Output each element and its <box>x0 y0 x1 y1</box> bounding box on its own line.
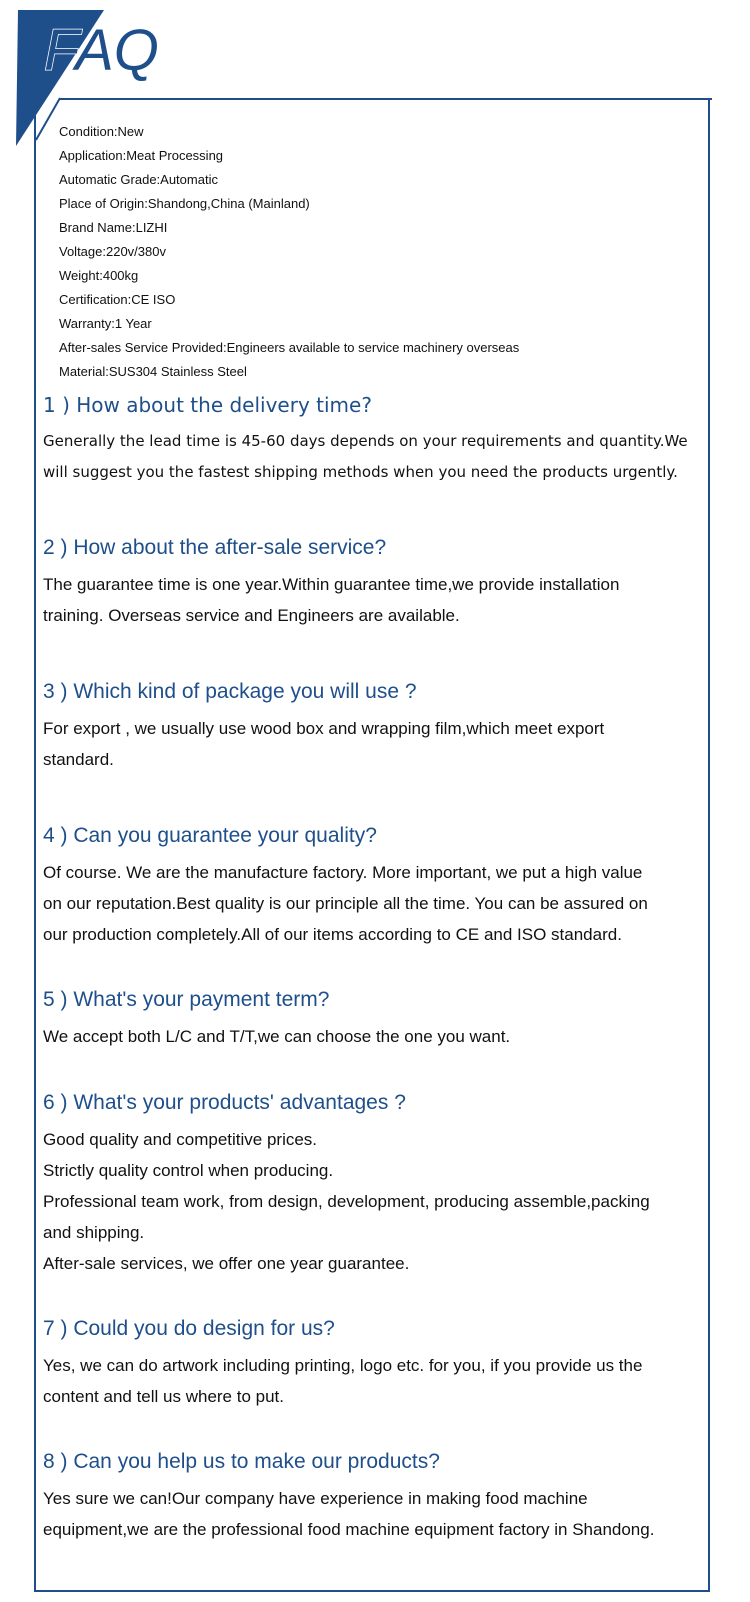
faq-answer <box>43 426 715 488</box>
faq-title: FAQ <box>44 18 159 83</box>
faq-item-7 <box>43 1314 715 1412</box>
answer-line: Professional team work, from design, development, producing assemble,packing <box>43 1192 650 1211</box>
faq-question: 6 ) What's your products' advantages ? <box>43 1091 406 1114</box>
faq-question: 5 ) What's your payment term? <box>43 988 330 1011</box>
spec-item: Automatic Grade:Automatic <box>59 172 218 187</box>
faq-item-4 <box>43 821 715 950</box>
spec-item: Certification:CE ISO <box>59 292 176 307</box>
spec-item: Condition:New <box>59 124 144 139</box>
answer-line: The guarantee time is one year.Within guarantee time,we provide installation <box>43 575 620 594</box>
faq-answer <box>43 569 715 631</box>
spec-list <box>59 120 709 384</box>
answer-line: content and tell us where to put. <box>43 1387 284 1406</box>
answer-line: on our reputation.Best quality is our principle all the time. You can be assured on <box>43 894 648 913</box>
faq-answer <box>43 1021 715 1052</box>
answer-line: For export , we usually use wood box and wrapping film,which meet export <box>43 719 605 738</box>
answer-line: standard. <box>43 750 114 769</box>
spec-item: After-sales Service Provided:Engineers available to service machinery overseas <box>59 340 520 355</box>
spec-item: Warranty:1 Year <box>59 316 152 331</box>
faq-answer <box>43 1483 715 1545</box>
answer-line: training. Overseas service and Engineers are available. <box>43 606 460 625</box>
faq-item-1 <box>43 390 715 488</box>
answer-line: and shipping. <box>43 1223 145 1242</box>
spec-item: Material:SUS304 Stainless Steel <box>59 364 247 379</box>
answer-line: equipment,we are the professional food machine equipment factory in Shandong. <box>43 1520 655 1539</box>
answer-line: After-sale services, we offer one year guarantee. <box>43 1254 410 1273</box>
faq-question: 1 ) How about the delivery time? <box>43 393 372 417</box>
faq-item-2 <box>43 533 715 631</box>
answer-line: We accept both L/C and T/T,we can choose the one you want. <box>43 1027 511 1046</box>
answer-line: Of course. We are the manufacture factory. More important, we put a high value <box>43 863 643 882</box>
faq-answer <box>43 1124 715 1279</box>
faq-question: 3 ) Which kind of package you will use ? <box>43 680 417 703</box>
spec-item: Application:Meat Processing <box>59 148 224 163</box>
faq-question: 4 ) Can you guarantee your quality? <box>43 824 377 847</box>
faq-item-8 <box>43 1447 715 1545</box>
spec-item: Voltage:220v/380v <box>59 244 166 259</box>
spec-item: Place of Origin:Shandong,China (Mainland) <box>59 196 310 211</box>
faq-answer <box>43 713 715 775</box>
spec-item: Brand Name:LIZHI <box>59 220 168 235</box>
faq-item-6 <box>43 1088 715 1279</box>
faq-item-3 <box>43 677 715 775</box>
faq-question: 8 ) Can you help us to make our products? <box>43 1450 440 1473</box>
faq-answer <box>43 857 715 950</box>
answer-line: Yes sure we can!Our company have experience in making food machine <box>43 1489 588 1508</box>
answer-line: Generally the lead time is 45-60 days depends on your requirements and quantity.We <box>43 432 688 450</box>
faq-question: 7 ) Could you do design for us? <box>43 1317 335 1340</box>
faq-question: 2 ) How about the after-sale service? <box>43 536 387 559</box>
faq-item-5 <box>43 985 715 1052</box>
answer-line: our production completely.All of our items according to CE and ISO standard. <box>43 925 622 944</box>
answer-line: will suggest you the fastest shipping methods when you need the products urgently. <box>43 463 678 481</box>
answer-line: Good quality and competitive prices. <box>43 1130 318 1149</box>
answer-line: Strictly quality control when producing. <box>43 1161 334 1180</box>
spec-item: Weight:400kg <box>59 268 139 283</box>
faq-answer <box>43 1350 715 1412</box>
answer-line: Yes, we can do artwork including printing, logo etc. for you, if you provide us the <box>43 1356 643 1375</box>
